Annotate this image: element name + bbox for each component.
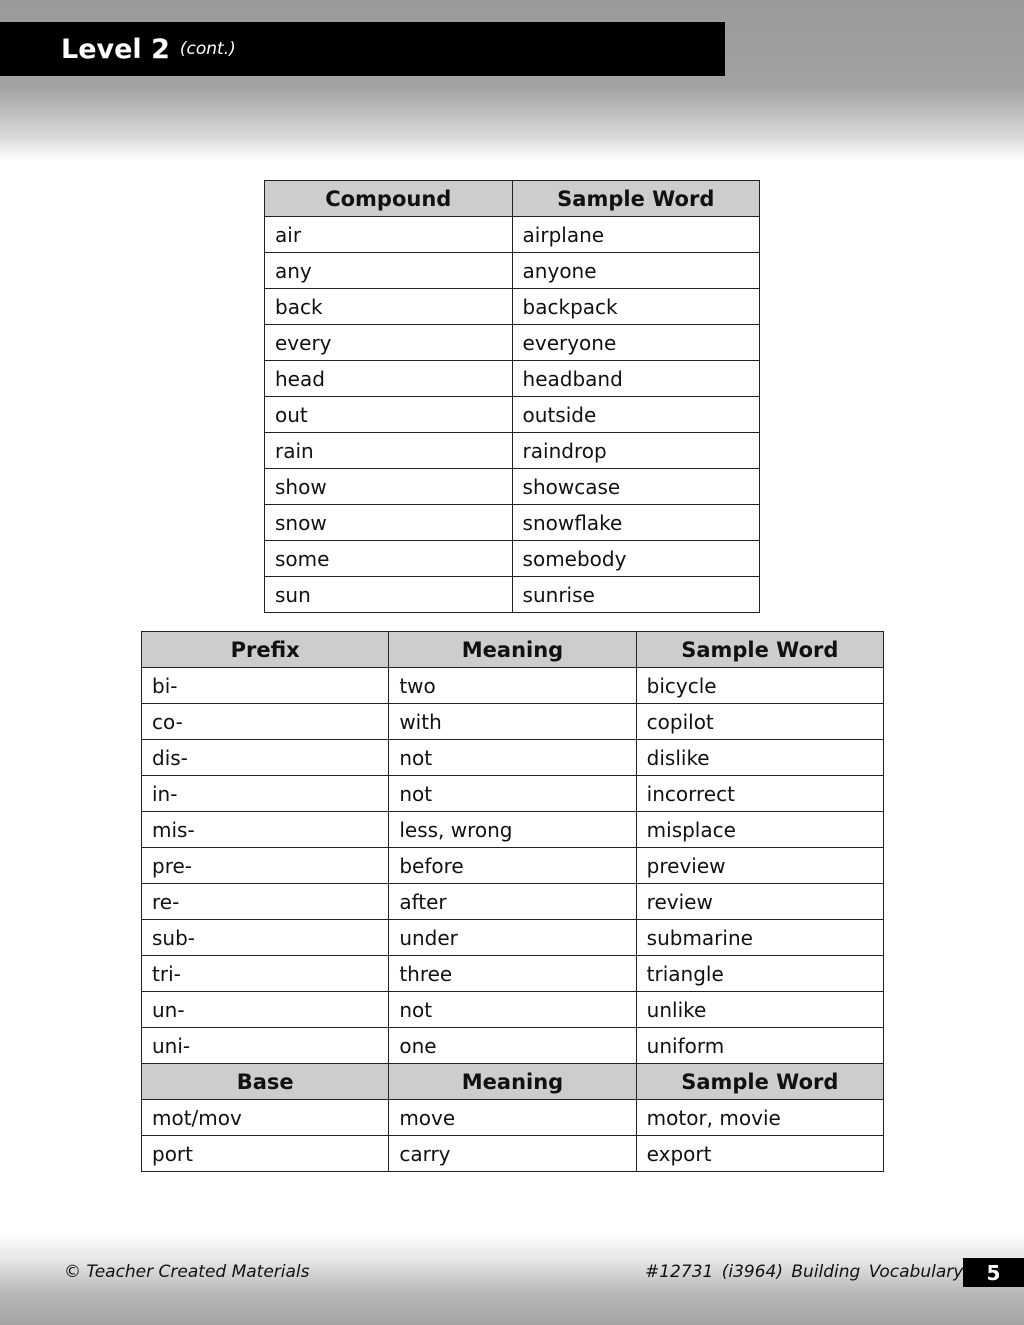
column-header: Sample Word [636, 632, 883, 668]
column-header: Meaning [389, 632, 636, 668]
table-cell: preview [636, 848, 883, 884]
table-cell: pre- [142, 848, 389, 884]
page-title: Level 2 [61, 33, 170, 65]
table-cell: re- [142, 884, 389, 920]
table-cell: sunrise [512, 577, 759, 613]
table-cell: mot/mov [142, 1100, 389, 1136]
table-cell: rain [265, 433, 513, 469]
table-cell: after [389, 884, 636, 920]
table-cell: outside [512, 397, 759, 433]
table-cell: move [389, 1100, 636, 1136]
table-cell: somebody [512, 541, 759, 577]
table-cell: submarine [636, 920, 883, 956]
table-row [142, 956, 884, 992]
compound-table [264, 180, 760, 613]
table-row [265, 397, 760, 433]
column-header: Sample Word [512, 181, 759, 217]
table-cell: co- [142, 704, 389, 740]
table-cell: three [389, 956, 636, 992]
table-header-row [142, 632, 884, 668]
table-row [142, 1028, 884, 1064]
column-header: Meaning [389, 1064, 636, 1100]
table-row [265, 541, 760, 577]
table-row [265, 577, 760, 613]
table-row [142, 884, 884, 920]
table-cell: uni- [142, 1028, 389, 1064]
table-cell: raindrop [512, 433, 759, 469]
table-row [142, 668, 884, 704]
table-header-row [265, 181, 760, 217]
table-cell: air [265, 217, 513, 253]
table-cell: port [142, 1136, 389, 1172]
table-cell: incorrect [636, 776, 883, 812]
table-header-row [142, 1064, 884, 1100]
table-cell: under [389, 920, 636, 956]
table-row [142, 704, 884, 740]
table-cell: sun [265, 577, 513, 613]
copyright-text: © Teacher Created Materials [64, 1262, 310, 1282]
table-cell: head [265, 361, 513, 397]
table-row [265, 253, 760, 289]
table-cell: snowflake [512, 505, 759, 541]
table-cell: any [265, 253, 513, 289]
table-cell: bicycle [636, 668, 883, 704]
table-cell: unlike [636, 992, 883, 1028]
table-cell: mis- [142, 812, 389, 848]
table-cell: not [389, 740, 636, 776]
table-cell: not [389, 776, 636, 812]
page-subtitle: (cont.) [179, 39, 236, 59]
table-cell: back [265, 289, 513, 325]
table-cell: not [389, 992, 636, 1028]
table-cell: two [389, 668, 636, 704]
table-cell: with [389, 704, 636, 740]
table-cell: some [265, 541, 513, 577]
table-row [142, 920, 884, 956]
table-cell: out [265, 397, 513, 433]
table-cell: anyone [512, 253, 759, 289]
table-cell: show [265, 469, 513, 505]
title-bar [0, 22, 725, 76]
page-number: 5 [963, 1258, 1024, 1287]
table-cell: before [389, 848, 636, 884]
column-header: Sample Word [636, 1064, 883, 1100]
table-row [142, 848, 884, 884]
table-cell: airplane [512, 217, 759, 253]
table-cell: everyone [512, 325, 759, 361]
table-row [265, 325, 760, 361]
table-cell: misplace [636, 812, 883, 848]
table-cell: triangle [636, 956, 883, 992]
book-info-text: #12731 (i3964) Building Vocabulary [645, 1262, 964, 1282]
table-cell: headband [512, 361, 759, 397]
table-cell: one [389, 1028, 636, 1064]
table-cell: less, wrong [389, 812, 636, 848]
table-row [265, 217, 760, 253]
table-cell: every [265, 325, 513, 361]
column-header: Compound [265, 181, 513, 217]
table-row [265, 289, 760, 325]
table-cell: dislike [636, 740, 883, 776]
table-cell: carry [389, 1136, 636, 1172]
table-row [265, 361, 760, 397]
prefix-base-table [141, 631, 884, 1172]
table-cell: bi- [142, 668, 389, 704]
table-row [142, 1136, 884, 1172]
table-row [142, 992, 884, 1028]
table-cell: motor, movie [636, 1100, 883, 1136]
table-cell: review [636, 884, 883, 920]
table-cell: snow [265, 505, 513, 541]
table-cell: backpack [512, 289, 759, 325]
table-cell: dis- [142, 740, 389, 776]
table-cell: sub- [142, 920, 389, 956]
table-row [142, 776, 884, 812]
table-row [142, 740, 884, 776]
column-header: Base [142, 1064, 389, 1100]
table-row [265, 469, 760, 505]
column-header: Prefix [142, 632, 389, 668]
table-cell: un- [142, 992, 389, 1028]
table-row [142, 812, 884, 848]
table-row [265, 505, 760, 541]
table-row [265, 433, 760, 469]
table-cell: in- [142, 776, 389, 812]
table-cell: tri- [142, 956, 389, 992]
table-cell: copilot [636, 704, 883, 740]
table-cell: export [636, 1136, 883, 1172]
table-cell: uniform [636, 1028, 883, 1064]
table-cell: showcase [512, 469, 759, 505]
table-row [142, 1100, 884, 1136]
